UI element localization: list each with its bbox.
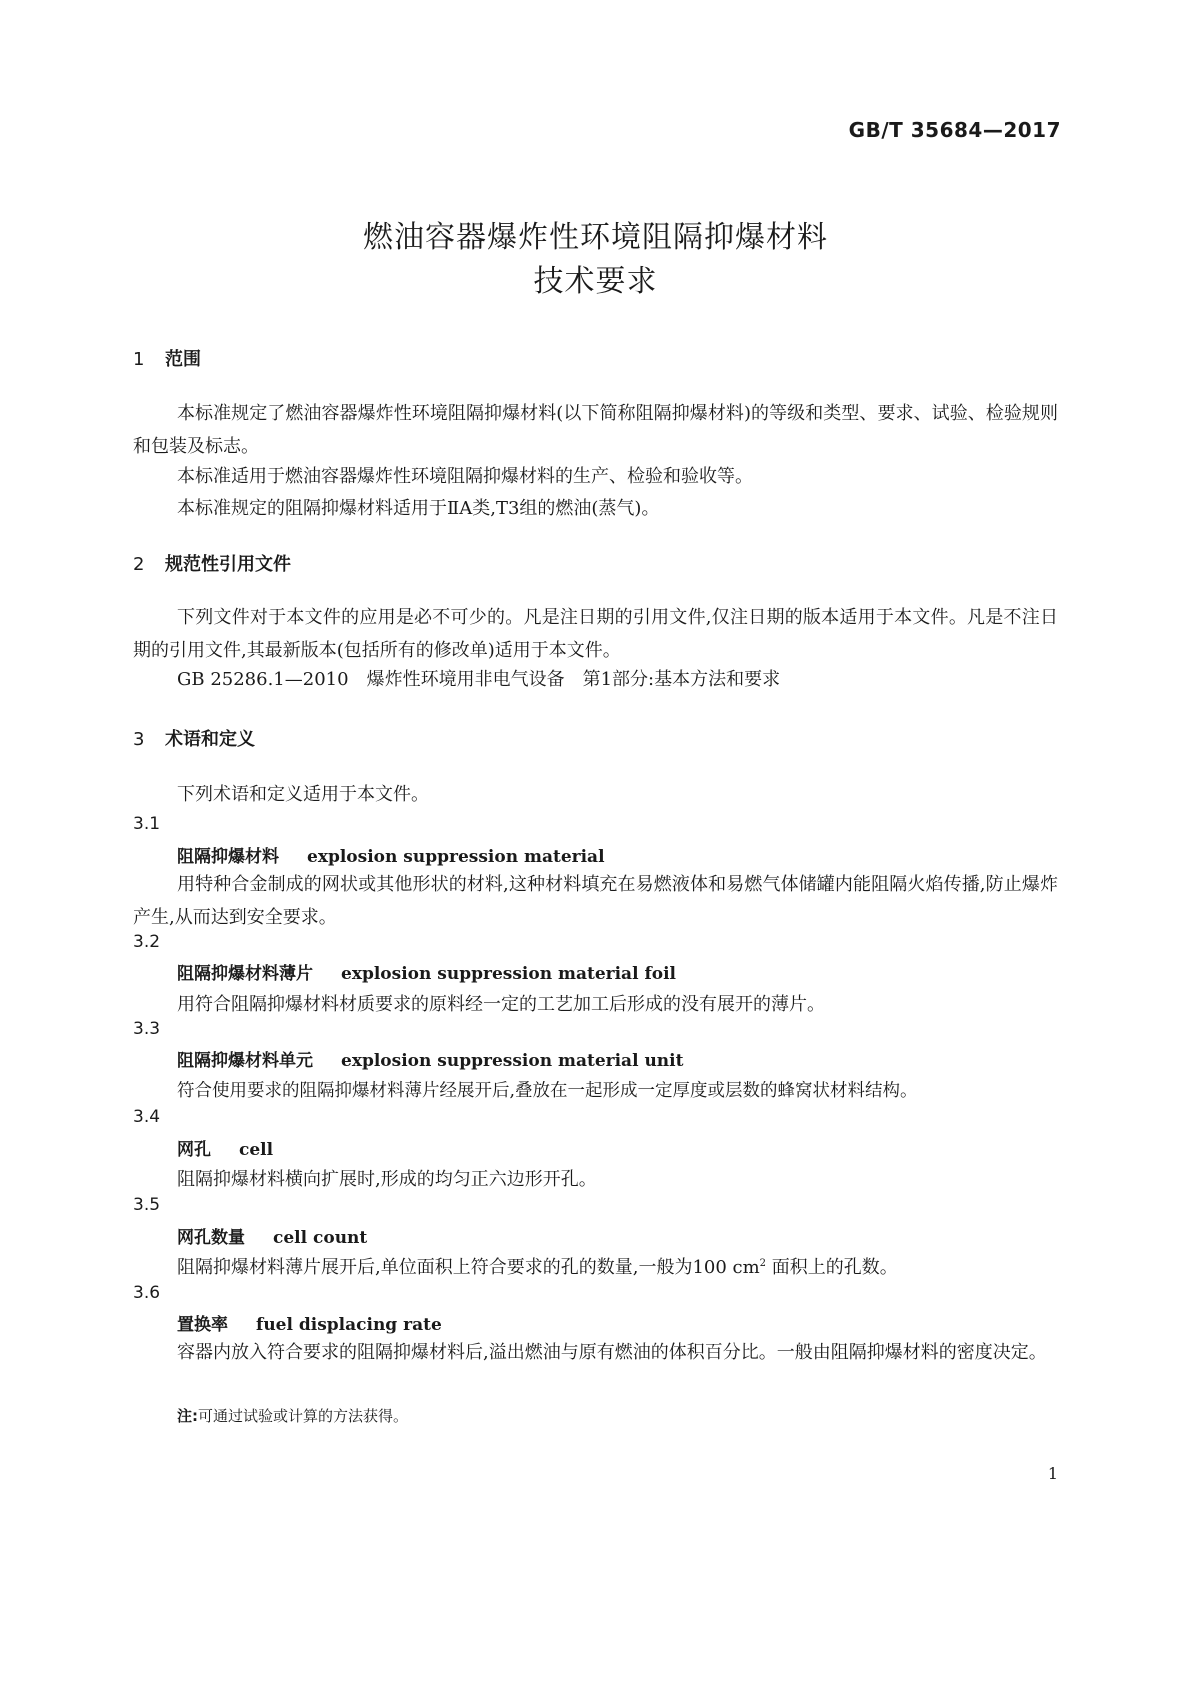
paragraph: 下列术语和定义适用于本文件。 [177, 784, 429, 805]
paragraph: 下列文件对于本文件的应用是必不可少的。凡是注日期的引用文件,仅注日期的版本适用于本文件。凡是不注日期的引用文件,其最新版本(包括所有的修改单)适用于本文件。 [133, 607, 1058, 661]
section-title: 术语和定义 [165, 729, 255, 750]
term-definition: 用特种合金制成的网状或其他形状的材料,这种材料填充在易燃液体和易燃气体储罐内能阻隔火焰传播,防止爆炸产生,从而达到安全要求。 [133, 874, 1058, 928]
paragraph: 本标准规定的阻隔抑爆材料适用于ⅡA类,T3组的燃油(蒸气)。 [177, 498, 660, 519]
term-en: explosion suppression material [307, 847, 605, 867]
note [177, 1405, 408, 1426]
term-number: 3.6 [133, 1283, 161, 1303]
term-heading [177, 959, 676, 984]
term-heading [177, 1310, 442, 1335]
term-heading [177, 1046, 683, 1071]
term-en: cell [239, 1140, 274, 1160]
term-zh: 网孔 [177, 1140, 211, 1160]
term-definition: 符合使用要求的阻隔抑爆材料薄片经展开后,叠放在一起形成一定厚度或层数的蜂窝状材料结构。 [177, 1081, 918, 1101]
term-number: 3.4 [133, 1107, 161, 1127]
document-subtitle: 技术要求 [533, 264, 658, 299]
term-definition: 阻隔抑爆材料横向扩展时,形成的均匀正六边形开孔。 [177, 1169, 597, 1190]
term-definition: 容器内放入符合要求的阻隔抑爆材料后,溢出燃油与原有燃油的体积百分比。一般由阻隔抑爆材料的密度决定。 [177, 1342, 1047, 1363]
term-number: 3.3 [133, 1019, 161, 1039]
definition-text: 面积上的孔数。 [771, 1257, 898, 1278]
term-heading [177, 1135, 273, 1160]
normative-reference: GB 25286.1—2010 爆炸性环境用非电气设备 第1部分:基本方法和要求 [177, 669, 781, 690]
term-definition [177, 1253, 898, 1279]
note-text: 可通过试验或计算的方法获得。 [198, 1407, 409, 1425]
superscript: 2 [759, 1258, 767, 1269]
term-zh: 阻隔抑爆材料薄片 [177, 964, 313, 984]
term-definition: 用符合阻隔抑爆材料材质要求的原料经一定的工艺加工后形成的没有展开的薄片。 [177, 994, 825, 1015]
term-heading [177, 1223, 367, 1248]
standard-code: GB/T 35684—2017 [848, 118, 1061, 142]
term-zh: 阻隔抑爆材料 [177, 847, 279, 867]
section-number: 3 [133, 729, 145, 750]
note-label: 注: [177, 1407, 198, 1425]
document-title: 燃油容器爆炸性环境阻隔抑爆材料 [363, 220, 828, 255]
section-3-heading [133, 725, 255, 751]
term-number: 3.1 [133, 814, 161, 834]
section-title: 范围 [165, 349, 201, 370]
term-zh: 置换率 [177, 1315, 228, 1335]
definition-text: 阻隔抑爆材料薄片展开后,单位面积上符合要求的孔的数量,一般为100 cm [177, 1257, 760, 1278]
term-en: explosion suppression material unit [341, 1051, 684, 1071]
section-2-heading [133, 550, 291, 576]
term-en: explosion suppression material foil [341, 964, 677, 984]
paragraph: 本标准规定了燃油容器爆炸性环境阻隔抑爆材料(以下简称阻隔抑爆材料)的等级和类型、要求、试验、检验规则和包装及标志。 [133, 403, 1058, 457]
term-zh: 网孔数量 [177, 1228, 245, 1248]
term-number: 3.2 [133, 932, 161, 952]
page-number: 1 [1047, 1464, 1058, 1483]
section-1-heading [133, 345, 201, 371]
term-zh: 阻隔抑爆材料单元 [177, 1051, 313, 1071]
paragraph: 本标准适用于燃油容器爆炸性环境阻隔抑爆材料的生产、检验和验收等。 [177, 466, 753, 487]
term-en: fuel displacing rate [256, 1315, 442, 1335]
term-en: cell count [273, 1228, 368, 1248]
term-heading [177, 842, 605, 867]
section-number: 2 [133, 554, 145, 575]
term-number: 3.5 [133, 1195, 161, 1215]
section-title: 规范性引用文件 [165, 554, 291, 575]
section-number: 1 [133, 349, 145, 370]
